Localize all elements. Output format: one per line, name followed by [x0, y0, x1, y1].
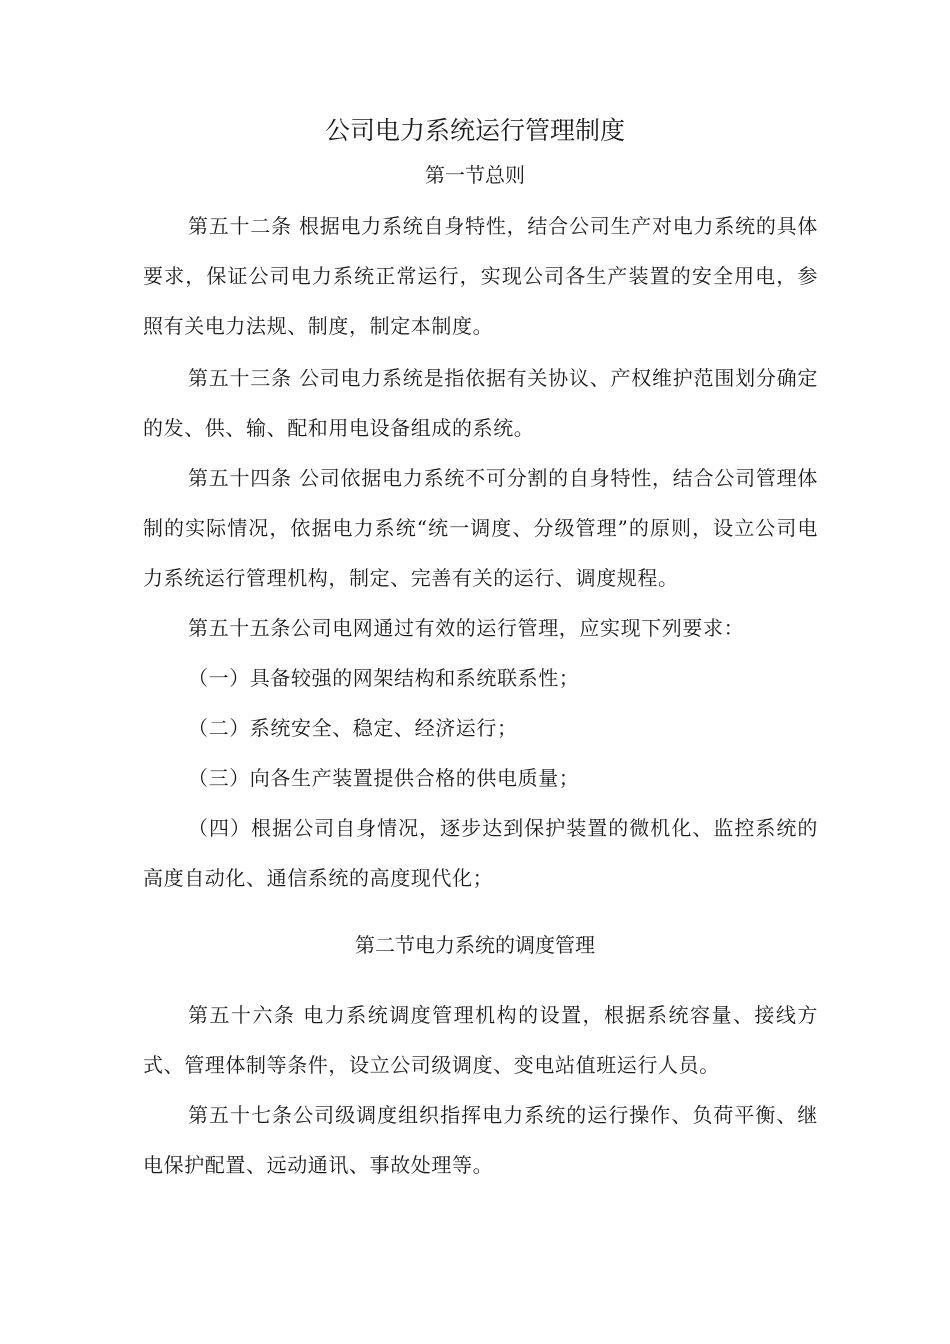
article-56: 第五十六条 电力系统调度管理机构的设置，根据系统容量、接线方式、管理体制等条件，设立公司级调度、变电站值班运行人员。: [143, 1003, 818, 1077]
requirement-item-1: （一）具备较强的网架结构和系统联系性；: [188, 666, 580, 690]
article-53: 第五十三条 公司电力系统是指依据有关协议、产权维护范围划分确定的发、供、输、配和用电设备组成的系统。: [143, 366, 818, 440]
article-52: 第五十二条 根据电力系统自身特性，结合公司生产对电力系统的具体要求，保证公司电力系统正常运行，实现公司各生产装置的安全用电，参照有关电力法规、制度，制定本制度。: [143, 214, 818, 338]
requirement-item-2: （二）系统安全、稳定、经济运行；: [188, 716, 518, 740]
section-1-heading: 第一节总则: [425, 163, 525, 187]
article-54: 第五十四条 公司依据电力系统不可分割的自身特性，结合公司管理体制的实际情况，依据电力系统“统一调度、分级管理”的原则，设立公司电力系统运行管理机构，制定、完善有关的运行、调度规程。: [143, 466, 818, 590]
requirement-item-3: （三）向各生产装置提供合格的供电质量；: [188, 766, 580, 790]
requirement-item-4: （四）根据公司自身情况，逐步达到保护装置的微机化、监控系统的高度自动化、通信系统的高度现代化；: [143, 816, 818, 890]
document-title: 公司电力系统运行管理制度: [324, 116, 625, 145]
article-57: 第五十七条公司级调度组织指挥电力系统的运行操作、负荷平衡、继电保护配置、远动通讯、事故处理等。: [143, 1103, 818, 1177]
section-2-heading: 第二节电力系统的调度管理: [355, 933, 595, 957]
article-55: 第五十五条公司电网通过有效的运行管理，应实现下列要求：: [188, 616, 745, 640]
